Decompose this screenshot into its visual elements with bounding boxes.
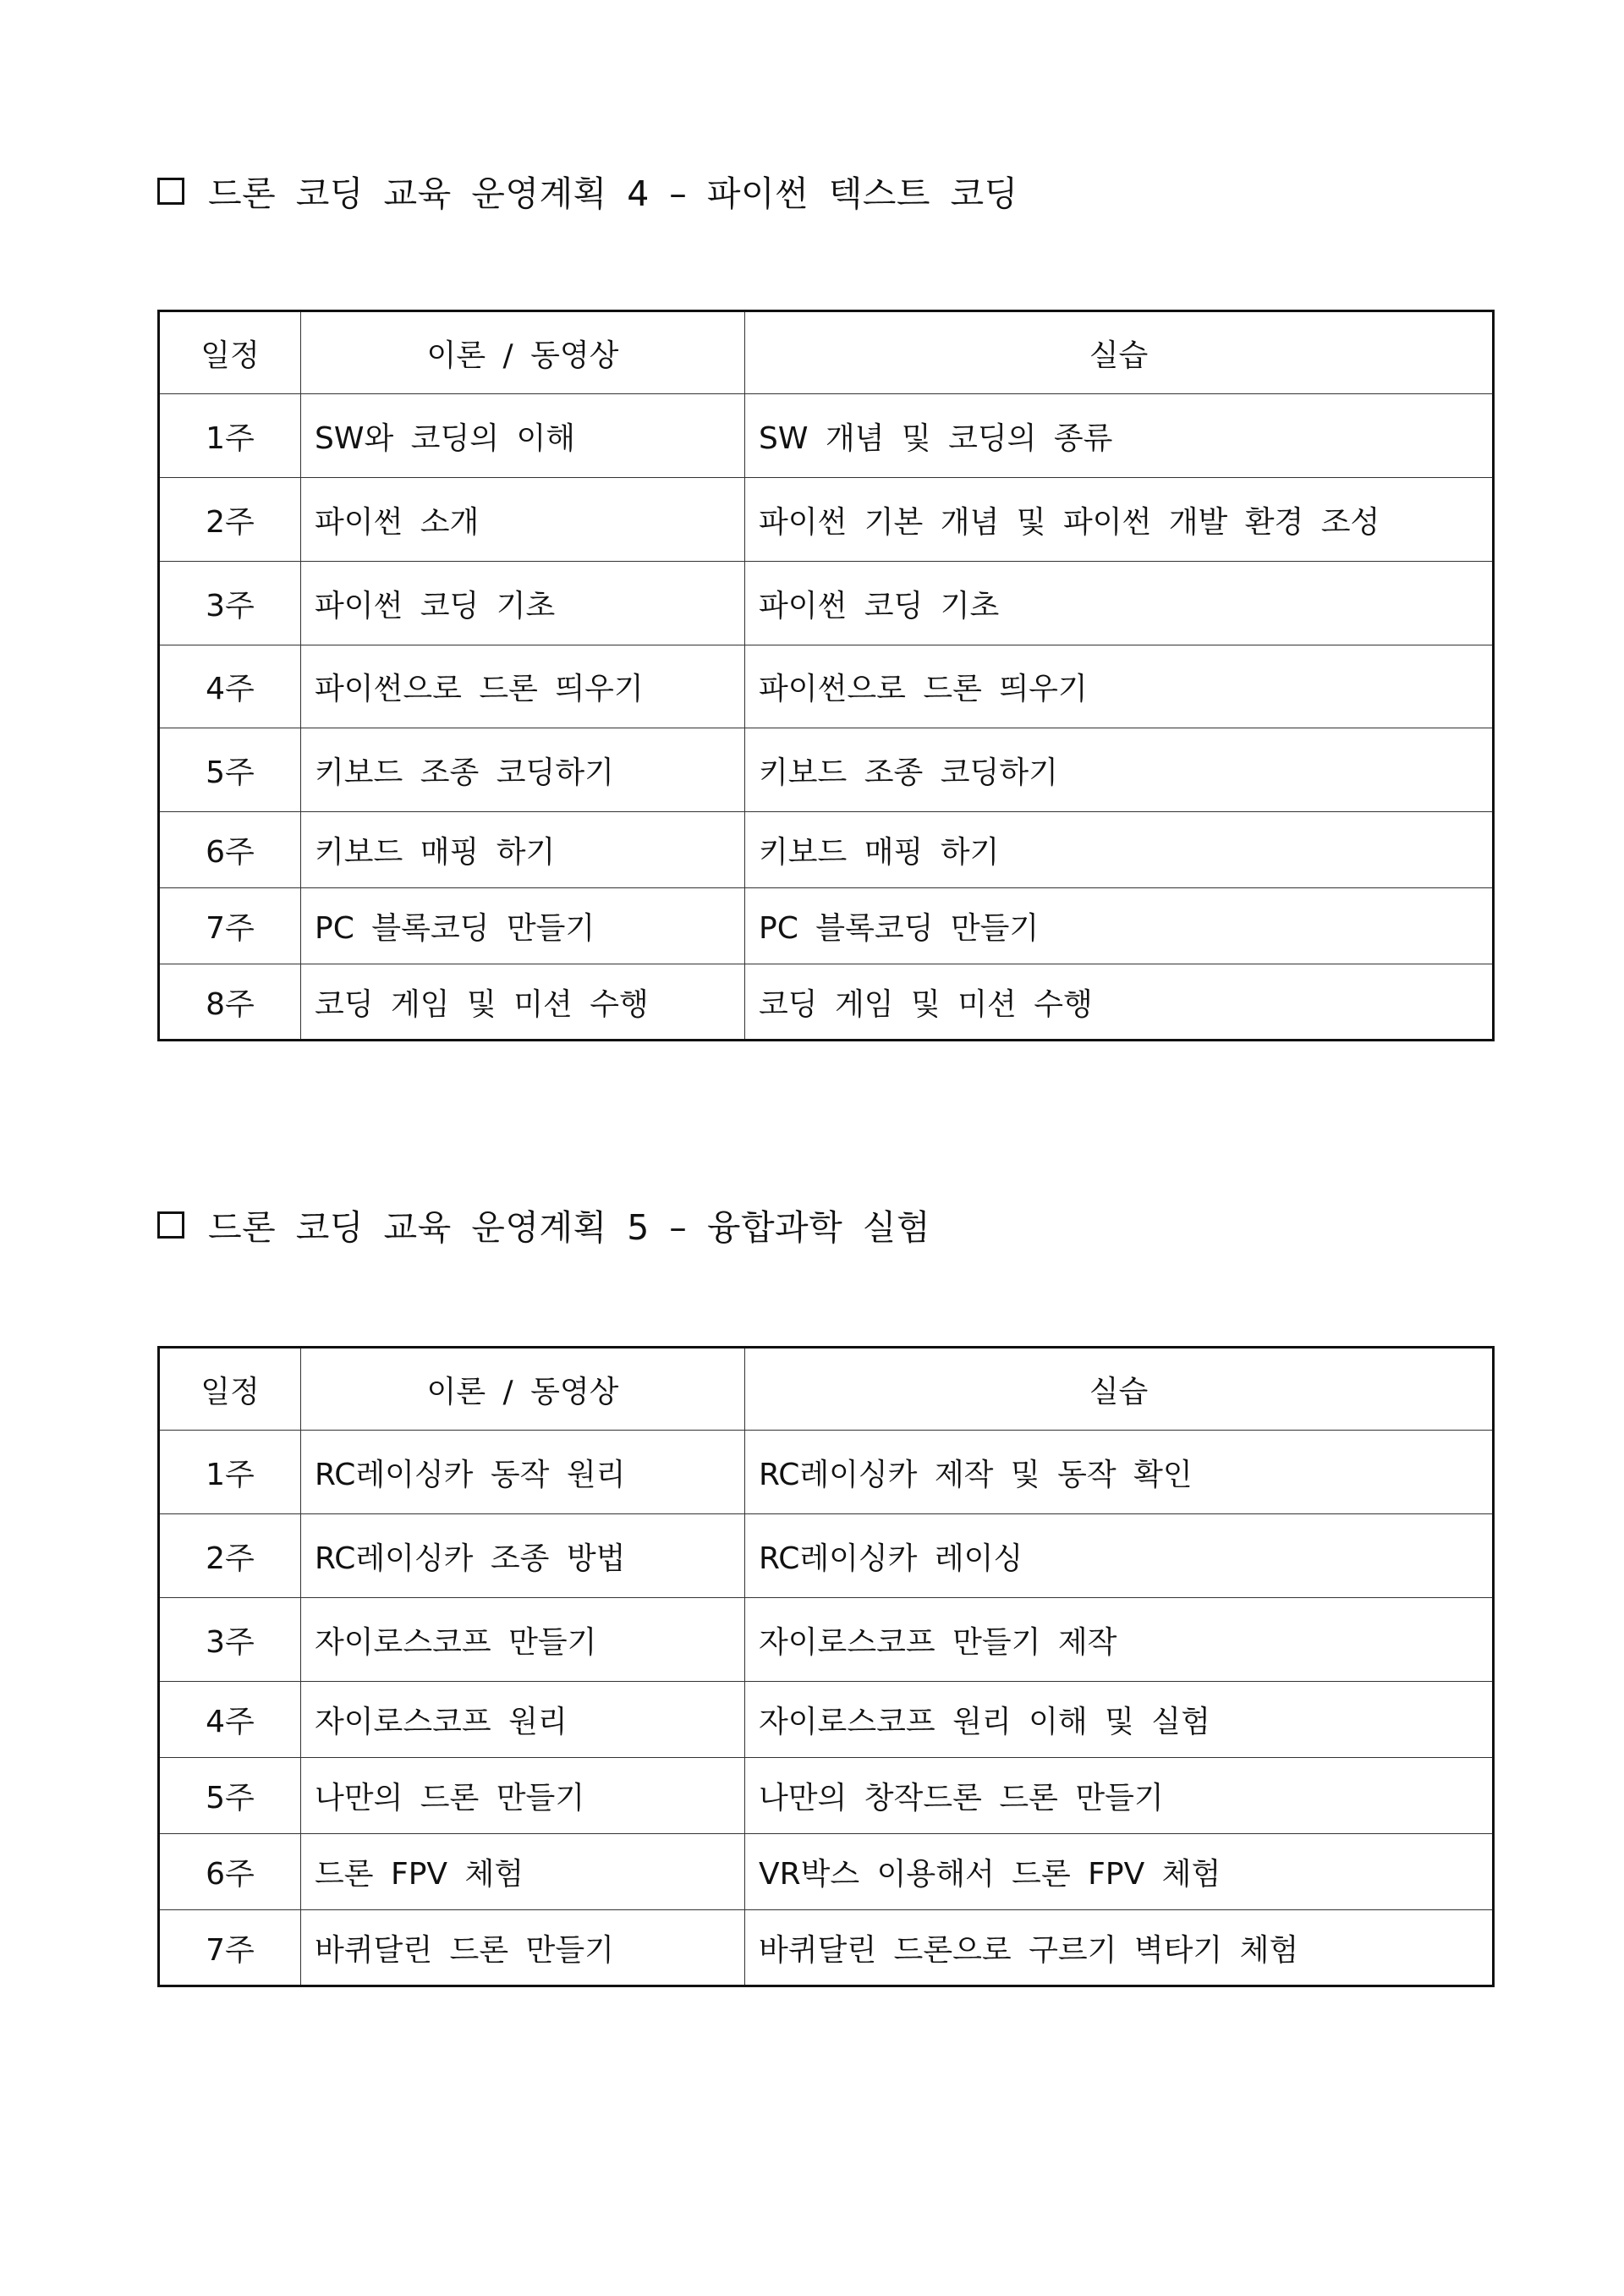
header-theory: 이론 / 동영상 (301, 1348, 745, 1431)
week-cell: 5주 (159, 728, 301, 812)
practice-cell: 자이로스코프 원리 이해 및 실험 (745, 1682, 1494, 1758)
practice-cell: VR박스 이용해서 드론 FPV 체험 (745, 1834, 1494, 1910)
header-practice: 실습 (745, 1348, 1494, 1431)
header-practice: 실습 (745, 311, 1494, 394)
practice-cell: 파이썬으로 드론 띄우기 (745, 645, 1494, 728)
table-row (159, 394, 1494, 478)
week-cell: 7주 (159, 1910, 301, 1986)
table-row (159, 1431, 1494, 1514)
practice-cell: 키보드 매핑 하기 (745, 812, 1494, 888)
table-row (159, 1758, 1494, 1834)
practice-cell: 코딩 게임 및 미션 수행 (745, 964, 1494, 1041)
practice-cell: 자이로스코프 만들기 제작 (745, 1598, 1494, 1682)
week-cell: 6주 (159, 1834, 301, 1910)
week-cell: 1주 (159, 1431, 301, 1514)
header-theory: 이론 / 동영상 (301, 311, 745, 394)
table-row (159, 728, 1494, 812)
practice-cell: 바퀴달린 드론으로 구르기 벽타기 체험 (745, 1910, 1494, 1986)
week-cell: 5주 (159, 1758, 301, 1834)
header-week: 일정 (159, 1348, 301, 1431)
table-header-row (159, 1348, 1494, 1431)
practice-cell: 파이썬 기본 개념 및 파이썬 개발 환경 조성 (745, 478, 1494, 562)
theory-cell: 파이썬 소개 (301, 478, 745, 562)
week-cell: 7주 (159, 888, 301, 964)
practice-cell: 나만의 창작드론 드론 만들기 (745, 1758, 1494, 1834)
theory-cell: 키보드 조종 코딩하기 (301, 728, 745, 812)
theory-cell: 파이썬으로 드론 띄우기 (301, 645, 745, 728)
table-row (159, 964, 1494, 1041)
theory-cell: SW와 코딩의 이해 (301, 394, 745, 478)
practice-cell: SW 개념 및 코딩의 종류 (745, 394, 1494, 478)
header-week: 일정 (159, 311, 301, 394)
theory-cell: RC레이싱카 조종 방법 (301, 1514, 745, 1598)
theory-cell: 키보드 매핑 하기 (301, 812, 745, 888)
checkbox-icon (157, 178, 184, 205)
checkbox-icon (157, 1211, 184, 1239)
theory-cell: 코딩 게임 및 미션 수행 (301, 964, 745, 1041)
table-row (159, 888, 1494, 964)
table-row (159, 1682, 1494, 1758)
week-cell: 3주 (159, 1598, 301, 1682)
practice-cell: RC레이싱카 제작 및 동작 확인 (745, 1431, 1494, 1514)
section-title-plan-5 (157, 1200, 930, 1250)
practice-cell: PC 블록코딩 만들기 (745, 888, 1494, 964)
theory-cell: 바퀴달린 드론 만들기 (301, 1910, 745, 1986)
table-row (159, 812, 1494, 888)
table-row (159, 478, 1494, 562)
practice-cell: 파이썬 코딩 기초 (745, 562, 1494, 645)
schedule-table-plan-4 (157, 310, 1495, 1041)
week-cell: 6주 (159, 812, 301, 888)
theory-cell: 파이썬 코딩 기초 (301, 562, 745, 645)
theory-cell: 드론 FPV 체험 (301, 1834, 745, 1910)
table-row (159, 1514, 1494, 1598)
theory-cell: PC 블록코딩 만들기 (301, 888, 745, 964)
week-cell: 3주 (159, 562, 301, 645)
table-row (159, 1910, 1494, 1986)
section-title-text: 드론 코딩 교육 운영계획 4 – 파이썬 텍스트 코딩 (208, 173, 1018, 214)
theory-cell: 나만의 드론 만들기 (301, 1758, 745, 1834)
week-cell: 1주 (159, 394, 301, 478)
week-cell: 8주 (159, 964, 301, 1041)
theory-cell: RC레이싱카 동작 원리 (301, 1431, 745, 1514)
week-cell: 2주 (159, 478, 301, 562)
week-cell: 4주 (159, 645, 301, 728)
section-title-text: 드론 코딩 교육 운영계획 5 – 융합과학 실험 (208, 1207, 931, 1248)
schedule-table-plan-5 (157, 1346, 1495, 1987)
theory-cell: 자이로스코프 만들기 (301, 1598, 745, 1682)
table-row (159, 1834, 1494, 1910)
week-cell: 2주 (159, 1514, 301, 1598)
table-header-row (159, 311, 1494, 394)
table-row (159, 645, 1494, 728)
week-cell: 4주 (159, 1682, 301, 1758)
theory-cell: 자이로스코프 원리 (301, 1682, 745, 1758)
table-row (159, 1598, 1494, 1682)
practice-cell: RC레이싱카 레이싱 (745, 1514, 1494, 1598)
practice-cell: 키보드 조종 코딩하기 (745, 728, 1494, 812)
section-title-plan-4 (157, 166, 1018, 216)
table-row (159, 562, 1494, 645)
